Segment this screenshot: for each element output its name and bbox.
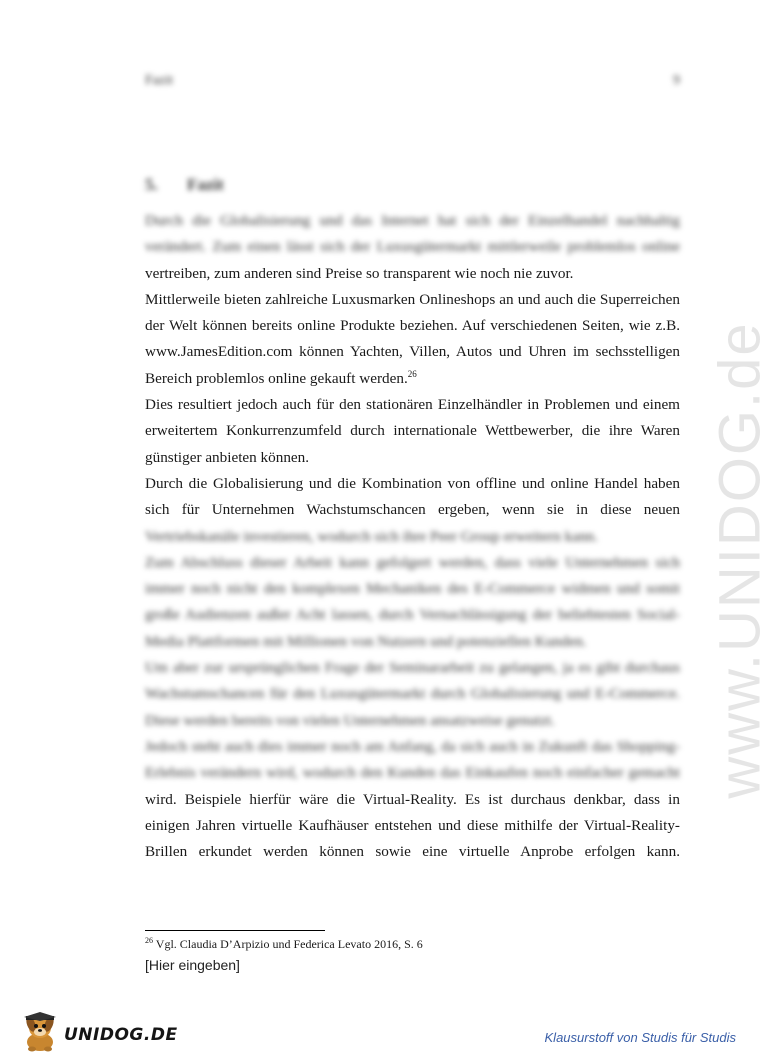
body-line <box>145 366 680 392</box>
body-line-text: verändert. Zum einen lässt sich der Luxusgütermarkt mittlerweile problemlos online <box>145 238 680 256</box>
body-line-text: Um aber zur ursprünglichen Frage der Seminararbeit zu gelangen, ja es gibt durchaus <box>145 659 680 677</box>
body-line <box>145 629 680 655</box>
body-line-text: wird. Beispiele hierfür wäre die Virtual-Reality. Es ist durchaus denkbar, dass in <box>145 790 680 808</box>
header-title: Fazit <box>145 73 173 88</box>
body-line-text: einigen Jahren virtuelle Kaufhäuser entstehen und diese mithilfe der Virtual-Reality- <box>145 816 680 834</box>
footnote <box>145 937 423 952</box>
body-line <box>145 445 680 471</box>
body-line-text: Wachstumschancen für den Luxusgütermarkt durch Globalisierung und E-Commerce. <box>145 685 680 703</box>
body-line-text: Media Plattformen mit Millionen von Nutzern und potenziellen Kunden. <box>145 632 587 650</box>
placeholder-field[interactable]: [Hier eingeben] <box>145 957 240 973</box>
body-line <box>145 760 680 786</box>
body-line <box>145 524 680 550</box>
body-line <box>145 339 680 365</box>
body-line-text: Brillen erkundet werden können sowie eine virtuelle Anprobe erfolgen kann. <box>145 843 680 861</box>
running-header <box>145 73 680 93</box>
body-line-text: Diese werden bereits von vielen Unternehmen ansatzweise genutzt. <box>145 711 555 729</box>
body-line-text: Durch die Globalisierung und die Kombination von offline und online Handel haben <box>145 474 680 492</box>
section-number: 5. <box>145 175 158 194</box>
body-line <box>145 708 680 734</box>
body-line-text: der Welt können bereits online Produkte beziehen. Auf verschiedenen Seiten, wie z.B. <box>145 317 680 335</box>
body-line <box>145 313 680 339</box>
section-title: Fazit <box>187 175 224 194</box>
body-line <box>145 813 680 839</box>
section-heading <box>145 175 224 195</box>
body-line <box>145 787 680 813</box>
body-line <box>145 287 680 313</box>
footnote-divider <box>145 930 325 931</box>
body-line-text: Mittlerweile bieten zahlreiche Luxusmarken Onlineshops an und auch die Superreichen <box>145 290 680 308</box>
body-line <box>145 734 680 760</box>
body-line-text: vertreiben, zum anderen sind Preise so transparent wie noch nie zuvor. <box>145 264 574 282</box>
body-text <box>145 208 680 865</box>
body-line <box>145 550 680 576</box>
body-line-text: Durch die Globalisierung und das Internet hat sich der Einzelhandel nachhaltig <box>145 212 680 229</box>
footnote-ref: 26 <box>407 368 417 379</box>
watermark: www.UNIDOG.de <box>707 321 773 799</box>
body-line <box>145 471 680 497</box>
body-line <box>145 418 680 444</box>
body-line-text: Zum Abschluss dieser Arbeit kann gefolgert werden, dass viele Unternehmen sich <box>145 553 680 571</box>
footnote-text: Vgl. Claudia D’Arpizio und Federica Levato 2016, S. 6 <box>155 937 423 951</box>
tagline: Klausurstoff von Studis für Studis <box>544 1030 736 1045</box>
body-line <box>145 839 680 865</box>
body-line-text: große Audienzen außer Acht lassen, durch Vernachlässigung der beliebtesten Social- <box>145 606 680 624</box>
body-line-text: immer noch nicht den komplexen Mechaniken des E-Commerce widmen und somit <box>145 580 680 598</box>
page-number: 9 <box>673 73 680 88</box>
body-line-text: Erlebnis verändern wird, wodurch den Kunden das Einkaufen noch einfacher gemacht <box>145 764 680 782</box>
body-line <box>145 392 680 418</box>
body-line <box>145 208 680 234</box>
body-line <box>145 261 680 287</box>
body-line-text: Jedoch steht auch dies immer noch am Anfang, da sich auch in Zukunft das Shopping- <box>145 737 680 755</box>
body-line <box>145 602 680 628</box>
body-line <box>145 234 680 260</box>
body-line-text: Dies resultiert jedoch auch für den stationären Einzelhändler in Problemen und einem <box>145 396 680 414</box>
body-line <box>145 655 680 681</box>
body-line-text: sich für Unternehmen Wachstumschancen ergeben, wenn sie in diese neuen <box>145 501 680 519</box>
body-line-text: erweitertem Konkurrenzumfeld durch internationale Wettbewerber, die ihre Waren <box>145 422 680 440</box>
body-line-text: Vertriebskanäle investieren, wodurch sich ihre Peer Group erweitern kann. <box>145 527 598 545</box>
body-line <box>145 576 680 602</box>
footnote-number: 26 <box>145 936 153 945</box>
body-line-text: Bereich problemlos online gekauft werden. <box>145 369 408 387</box>
body-line-text: www.JamesEdition.com können Yachten, Villen, Autos und Uhren im sechsstelligen <box>145 343 680 361</box>
body-line <box>145 497 680 523</box>
body-line-text: günstiger anbieten können. <box>145 448 310 466</box>
logo-text: UNIDOG.DE <box>64 1025 178 1045</box>
dog-mascot-icon <box>20 1012 64 1054</box>
body-line <box>145 681 680 707</box>
